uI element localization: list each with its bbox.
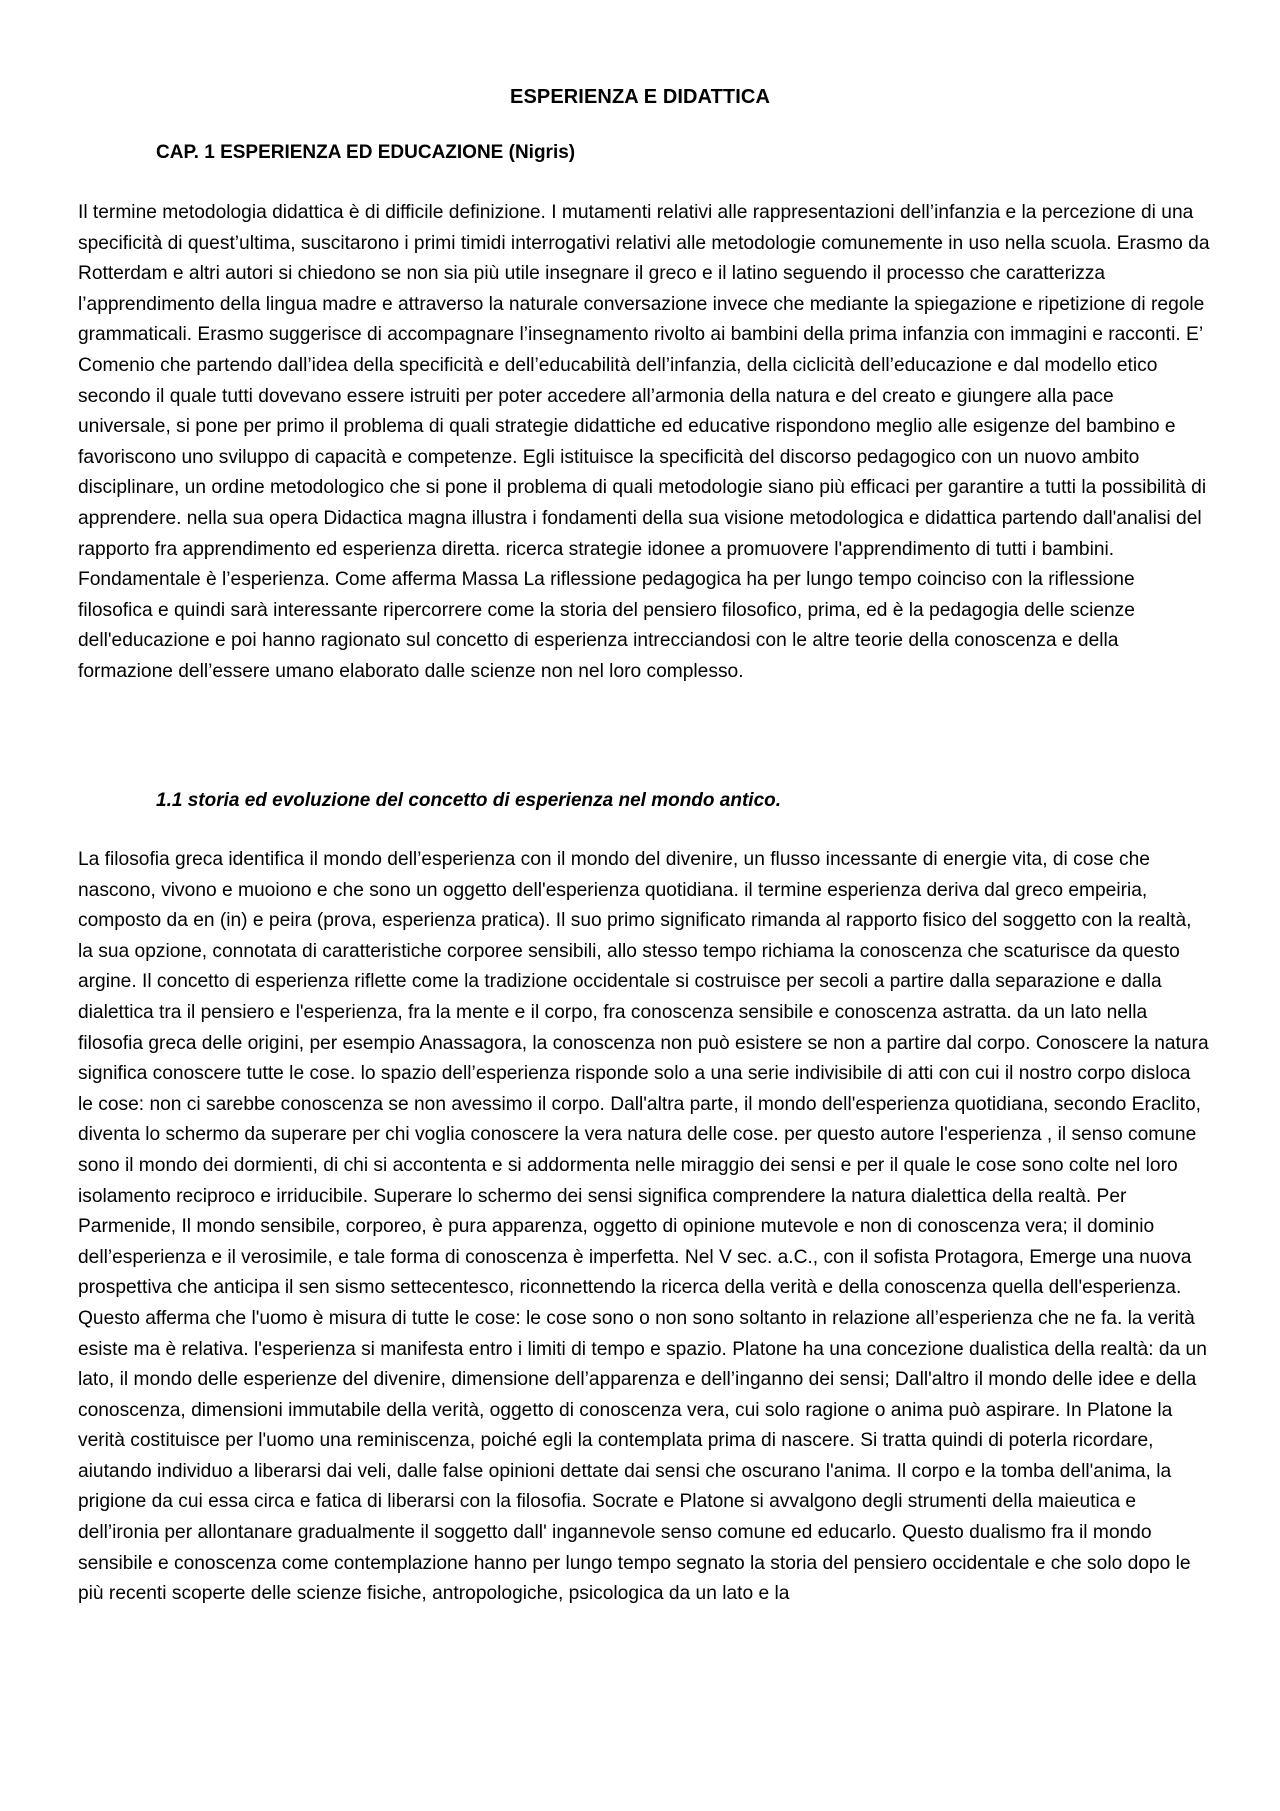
body-paragraph-intro: Il termine metodologia didattica è di difficile definizione. I mutamenti relativi alle rappresentazioni dell’infanzia e la percezione di una specificità di quest’ultima, suscitarono i primi timidi interrogativi relativi alle metodologie comunemente in uso nella scuola. Erasmo da Rotterdam e altri autori si chiedono se non sia più utile insegnare il greco e il latino seguendo il processo che caratterizza l’apprendimento della lingua madre e attraverso la naturale conversazione invece che mediante la spiegazione e ripetizione di regole grammaticali. Erasmo suggerisce di accompagnare l’insegnamento rivolto ai bambini della prima infanzia con immagini e racconti. E’ Comenio che partendo dall’idea della specificità e dell’educabilità dell’infanzia, della ciclicità dell’educazione e dal modello etico secondo il quale tutti dovevano essere istruiti per poter accedere all’armonia della natura e del creato e giungere alla pace universale, si pone per primo il problema di quali strategie didattiche ed educative rispondono meglio alle esigenze del bambino e favoriscono uno sviluppo di capacità e competenze. Egli istituisce la specificità del discorso pedagogico con un nuovo ambito disciplinare, un ordine metodologico che si pone il problema di quali metodologie siano più efficaci per garantire a tutti la possibilità di apprendere. nella sua opera Didactica magna illustra i fondamenti della sua visione metodologica e didattica partendo dall'analisi del rapporto fra apprendimento ed esperienza diretta. ricerca strategie idonee a promuovere l'apprendimento di tutti i bambini. Fondamentale è l’esperienza. Come afferma Massa La riflessione pedagogica ha per lungo tempo coinciso con la riflessione filosofica e quindi sarà interessante ripercorrere come la storia del pensiero filosofico, prima, ed è la pedagogia delle scienze dell'educazione e poi hanno ragionato sul concetto di esperienza intrecciandosi con le altre teorie della conoscenza e della formazione dell’essere umano elaborato dalle scienze non nel loro complesso. [78, 202, 1210, 682]
body-paragraph-ancient-world: La filosofia greca identifica il mondo dell’esperienza con il mondo del divenire, un flusso incessante di energie vita, di cose che nascono, vivono e muoiono e che sono un oggetto dell'esperienza quotidiana. il termine esperienza deriva dal greco empeiria, composto da en (in) e peira (prova, esperienza pratica). Il suo primo significato rimanda al rapporto fisico del soggetto con la realtà, la sua opzione, connotata di caratteristiche corporee sensibili, allo stesso tempo richiama la conoscenza che scaturisce da questo argine. Il concetto di esperienza riflette come la tradizione occidentale si costruisce per secoli a partire dalla separazione e dalla dialettica tra il pensiero e l'esperienza, fra la mente e il corpo, fra conoscenza sensibile e conoscenza astratta. da un lato nella filosofia greca delle origini, per esempio Anassagora, la conoscenza non può esistere se non a partire dal corpo. Conoscere la natura significa conoscere tutte le cose. lo spazio dell’esperienza risponde solo a una serie indivisibile di atti con cui il nostro corpo disloca le cose: non ci sarebbe conoscenza se non avessimo il corpo. Dall'altra parte, il mondo dell'esperienza quotidiana, secondo Eraclito, diventa lo schermo da superare per chi voglia conoscere la vera natura delle cose. per questo autore l'esperienza , il senso comune sono il mondo dei dormienti, di chi si accontenta e si addormenta nelle miraggio dei sensi e per il quale le cose sono colte nel loro isolamento reciproco e irriducibile. Superare lo schermo dei sensi significa comprendere la natura dialettica della realtà. Per Parmenide, Il mondo sensibile, corporeo, è pura apparenza, oggetto di opinione mutevole e non di conoscenza vera; il dominio dell’esperienza e il verosimile, e tale forma di conoscenza è imperfetta. Nel V sec. a.C., con il sofista Protagora, Emerge una nuova prospettiva che anticipa il sen sismo settecentesco, riconnettendo la ricerca della verità e della conoscenza quella dell'esperienza. Questo afferma che l'uomo è misura di tutte le cose: le cose sono o non sono soltanto in relazione all’esperienza che ne fa. la verità esiste ma è relativa. l'esperienza si manifesta entro i limiti di tempo e spazio. Platone ha una concezione dualistica della realtà: da un lato, il mondo delle esperienze del divenire, dimensione dell’apparenza e dell’inganno dei sensi; Dall'altro il mondo delle idee e della conoscenza, dimensioni immutabile della verità, oggetto di conoscenza vera, cui solo ragione o anima può aspirare. In Platone la verità costituisce per l'uomo una reminiscenza, poiché egli la contemplata prima di nascere. Si tratta quindi di poterla ricordare, aiutando individuo a liberarsi dai veli, dalle false opinioni dettate dai sensi che oscurano l'anima. Il corpo e la tomba dell'anima, la prigione da cui essa circa e fatica di liberarsi con la filosofia. Socrate e Platone si avvalgono degli strumenti della maieutica e dell’ironia per allontanare gradualmente il soggetto dall' ingannevole senso comune ed educarlo. Questo dualismo fra il mondo sensibile e conoscenza come contemplazione hanno per lungo tempo segnato la storia del pensiero occidentale e che solo dopo le più recenti scoperte delle scienze fisiche, antropologiche, psicologica da un lato e la [78, 849, 1209, 1605]
section-heading: 1.1 storia ed evoluzione del concetto di esperienza nel mondo antico. [156, 790, 782, 811]
chapter-heading: CAP. 1 ESPERIENZA ED EDUCAZIONE (Nigris) [156, 142, 576, 163]
document-title: ESPERIENZA E DIDATTICA [510, 86, 770, 108]
